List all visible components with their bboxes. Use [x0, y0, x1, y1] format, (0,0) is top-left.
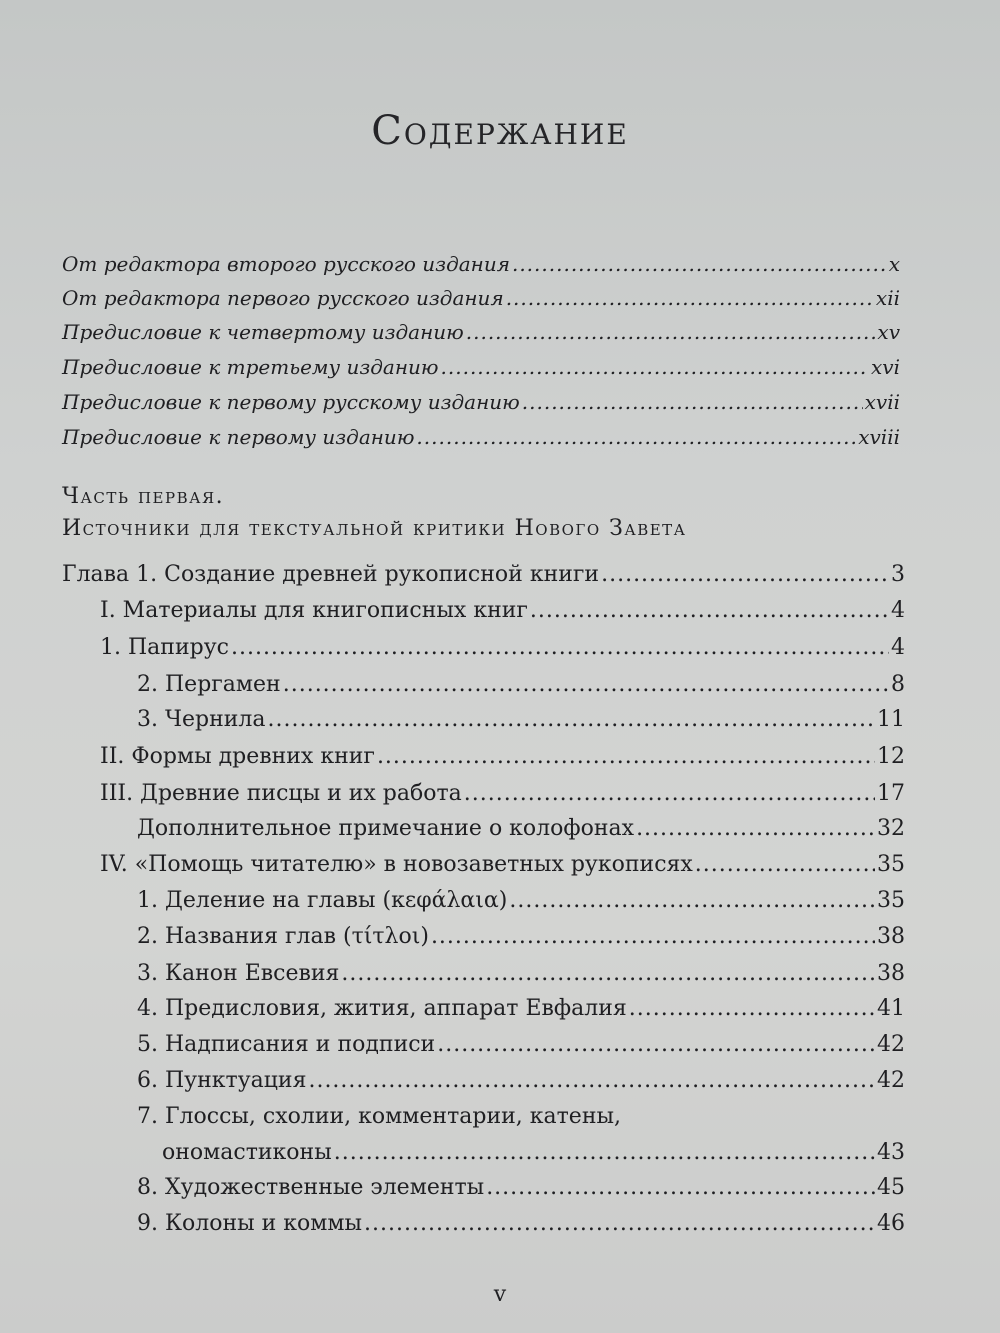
- dot-leader: [466, 320, 876, 344]
- toc-entry: [162, 1140, 905, 1165]
- entry-label: 2. Пергамен: [137, 672, 281, 697]
- entry-label: 4. Предисловия, жития, аппарат Евфалия: [137, 996, 627, 1021]
- dot-leader: [431, 924, 875, 949]
- entry-label: От редактора второго русского издания: [62, 252, 510, 276]
- part-subheading: Источники для текстуальной критики Нового Завета: [62, 516, 687, 541]
- dot-leader: [268, 707, 875, 732]
- entry-page: 41: [877, 996, 905, 1021]
- dot-leader: [364, 1211, 875, 1236]
- toc-entry: [100, 744, 905, 769]
- dot-leader: [308, 1068, 875, 1093]
- toc-entry: [62, 390, 900, 414]
- dot-leader: [512, 252, 887, 276]
- toc-entry: [62, 355, 900, 379]
- dot-leader: [437, 1032, 875, 1057]
- entry-label: Дополнительное примечание о колофонах: [137, 816, 635, 841]
- dot-leader: [464, 781, 875, 806]
- entry-page: xv: [877, 320, 900, 344]
- entry-label: I. Материалы для книгописных книг: [100, 598, 528, 623]
- toc-entry: [62, 425, 900, 449]
- dot-leader: [334, 1140, 875, 1165]
- entry-page: 17: [877, 781, 905, 806]
- entry-label: Предисловие к четвертому изданию: [62, 320, 464, 344]
- entry-label: ономастиконы: [162, 1140, 332, 1165]
- entry-label: 5. Надписания и подписи: [137, 1032, 436, 1057]
- dot-leader: [601, 562, 889, 587]
- toc-entry: [137, 1175, 905, 1200]
- entry-label: 1. Деление на главы (κεφάλαια): [137, 888, 508, 913]
- toc-entry: [137, 707, 905, 732]
- toc-entry: [100, 635, 905, 660]
- entry-page: 35: [877, 852, 905, 877]
- entry-label: 3. Канон Евсевия: [137, 961, 340, 986]
- entry-page: 12: [877, 744, 905, 769]
- toc-entry: [137, 1032, 905, 1057]
- dot-leader: [283, 672, 889, 697]
- entry-page: xviii: [858, 425, 900, 449]
- entry-page: 42: [877, 1032, 905, 1057]
- entry-label: 3. Чернила: [137, 707, 266, 732]
- toc-entry: [62, 320, 900, 344]
- toc-entry: [100, 852, 905, 877]
- entry-page: 38: [877, 961, 905, 986]
- toc-entry: [100, 598, 905, 623]
- toc-entry: [137, 816, 905, 841]
- entry-label: 1. Папирус: [100, 635, 229, 660]
- page-title: Содержание: [371, 108, 629, 154]
- entry-page: 4: [891, 598, 905, 623]
- dot-leader: [341, 961, 875, 986]
- page-number: v: [493, 1282, 507, 1307]
- toc-entry: [100, 781, 905, 806]
- entry-label: Предисловие к первому русскому изданию: [62, 390, 520, 414]
- toc-entry: [62, 562, 905, 587]
- toc-entry: [137, 1211, 905, 1236]
- dot-leader: [506, 286, 874, 310]
- entry-page: xvii: [864, 390, 900, 414]
- dot-leader: [441, 355, 870, 379]
- entry-label: 9. Колоны и коммы: [137, 1211, 363, 1236]
- entry-label: II. Формы древних книг: [100, 744, 375, 769]
- toc-entry: [137, 961, 905, 986]
- dot-leader: [530, 598, 889, 623]
- entry-page: x: [888, 252, 900, 276]
- dot-leader: [509, 888, 875, 913]
- dot-leader: [377, 744, 875, 769]
- entry-page: 35: [877, 888, 905, 913]
- entry-page: 11: [877, 707, 905, 732]
- toc-entry: [62, 286, 900, 310]
- entry-page: 45: [877, 1175, 905, 1200]
- dot-leader: [231, 635, 889, 660]
- dot-leader: [416, 425, 856, 449]
- toc-entry: [137, 924, 905, 949]
- entry-label: III. Древние писцы и их работа: [100, 781, 462, 806]
- toc-entry: [137, 996, 905, 1021]
- dot-leader: [629, 996, 875, 1021]
- part-heading: Часть первая.: [62, 484, 225, 509]
- toc-entry-line: 7. Глоссы, схолии, комментарии, катены,: [137, 1104, 621, 1129]
- entry-page: 3: [891, 562, 905, 587]
- entry-label: От редактора первого русского издания: [62, 286, 504, 310]
- toc-entry: [137, 888, 905, 913]
- dot-leader: [522, 390, 863, 414]
- entry-label: IV. «Помощь читателю» в новозаветных рукописях: [100, 852, 693, 877]
- entry-page: 42: [877, 1068, 905, 1093]
- entry-page: 32: [877, 816, 905, 841]
- entry-label: 6. Пунктуация: [137, 1068, 307, 1093]
- entry-page: 43: [877, 1140, 905, 1165]
- toc-entry: [137, 672, 905, 697]
- entry-label: Предисловие к первому изданию: [62, 425, 415, 449]
- dot-leader: [486, 1175, 875, 1200]
- entry-page: 46: [877, 1211, 905, 1236]
- toc-entry: [137, 1068, 905, 1093]
- entry-label: Предисловие к третьему изданию: [62, 355, 439, 379]
- entry-page: 8: [891, 672, 905, 697]
- entry-page: xvi: [871, 355, 900, 379]
- dot-leader: [695, 852, 875, 877]
- toc-entry: [62, 252, 900, 276]
- entry-page: xii: [875, 286, 900, 310]
- entry-label: Глава 1. Создание древней рукописной книги: [62, 562, 600, 587]
- dot-leader: [636, 816, 875, 841]
- entry-label: 2. Названия глав (τίτλοι): [137, 924, 429, 949]
- entry-label: 8. Художественные элементы: [137, 1175, 485, 1200]
- entry-page: 4: [891, 635, 905, 660]
- entry-page: 38: [877, 924, 905, 949]
